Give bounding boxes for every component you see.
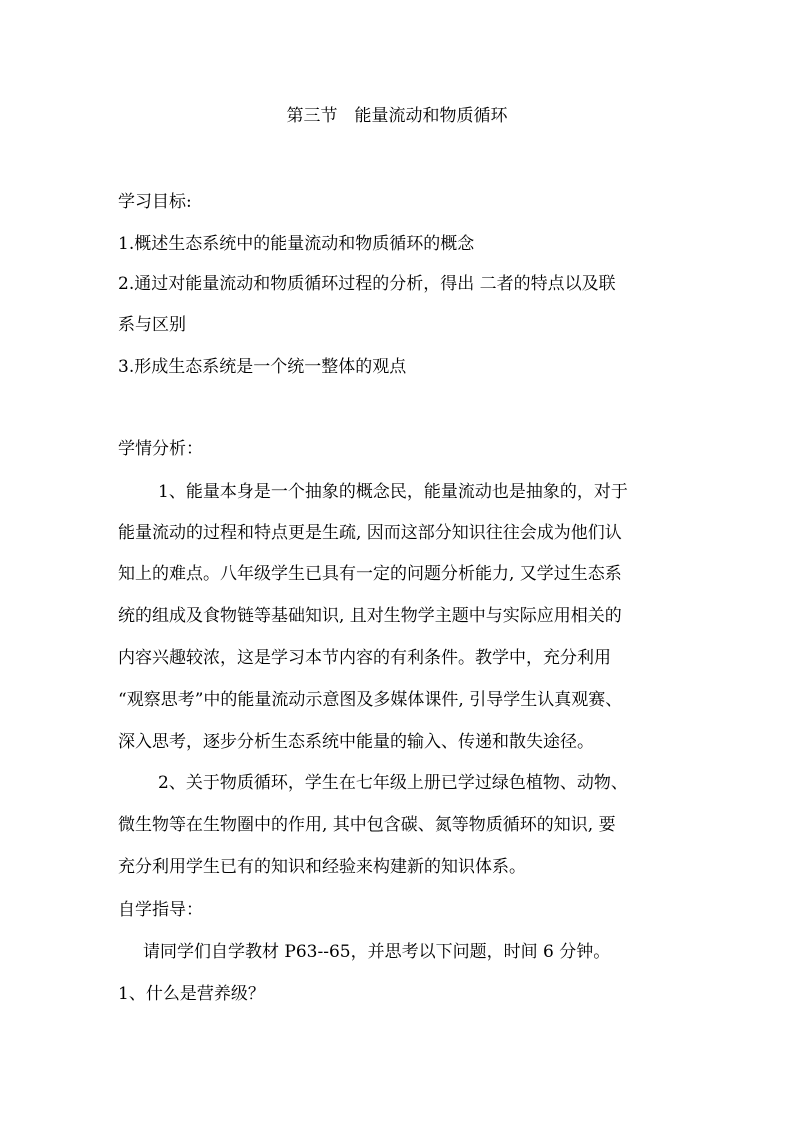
analysis-para2-line: 充分利用学生已有的知识和经验来构建新的知识体系。: [118, 857, 526, 877]
objective-item-3: 3.形成生态系统是一个统一整体的观点: [118, 357, 407, 377]
self-study-question-1: 1、什么是营养级？: [118, 984, 265, 1004]
analysis-para1-line: 深入思考，逐步分析生态系统中能量的输入、传递和散失途径。: [118, 732, 594, 752]
objective-item-1: 1.概述生态系统中的能量流动和物质循环的概念: [118, 234, 475, 254]
analysis-para1-line: 统的组成及食物链等基础知识, 且对生物学主题中与实际应用相关的: [118, 606, 622, 626]
analysis-para1-line: 能量流动的过程和特点更是生疏, 因而这部分知识往往会成为他们认: [118, 523, 622, 543]
objective-item-2-line-1: 2.通过对能量流动和物质循环过程的分析，得出 二者的特点以及联: [118, 274, 616, 294]
analysis-para2-line: 微生物等在生物圈中的作用, 其中包含碳、氮等物质循环的知识, 要: [118, 815, 616, 835]
objective-item-2-line-2: 系与区别: [118, 315, 186, 335]
analysis-para1-line: 知上的难点。八年级学生已具有一定的问题分析能力, 又学过生态系: [118, 564, 622, 584]
analysis-para1-line: 内容兴趣较浓，这是学习本节内容的有利条件。教学中，充分利用: [118, 648, 611, 668]
analysis-heading: 学情分析：: [118, 439, 203, 459]
self-study-heading: 自学指导：: [118, 900, 203, 920]
objectives-heading: 学习目标:: [118, 192, 192, 212]
analysis-para1-line: “观察思考”中的能量流动示意图及多媒体课件, 引导学生认真观赛、: [118, 690, 623, 710]
self-study-instruction: 请同学们自学教材 P63--65，并思考以下问题，时间 6 分钟。: [143, 942, 611, 962]
analysis-para2-line: 2、关于物质循环，学生在七年级上册已学过绿色植物、动物、: [158, 773, 628, 793]
analysis-para1-line: 1、能量本身是一个抽象的概念民，能量流动也是抽象的，对于: [158, 482, 628, 502]
page-title: 第三节 能量流动和物质循环: [286, 106, 508, 126]
